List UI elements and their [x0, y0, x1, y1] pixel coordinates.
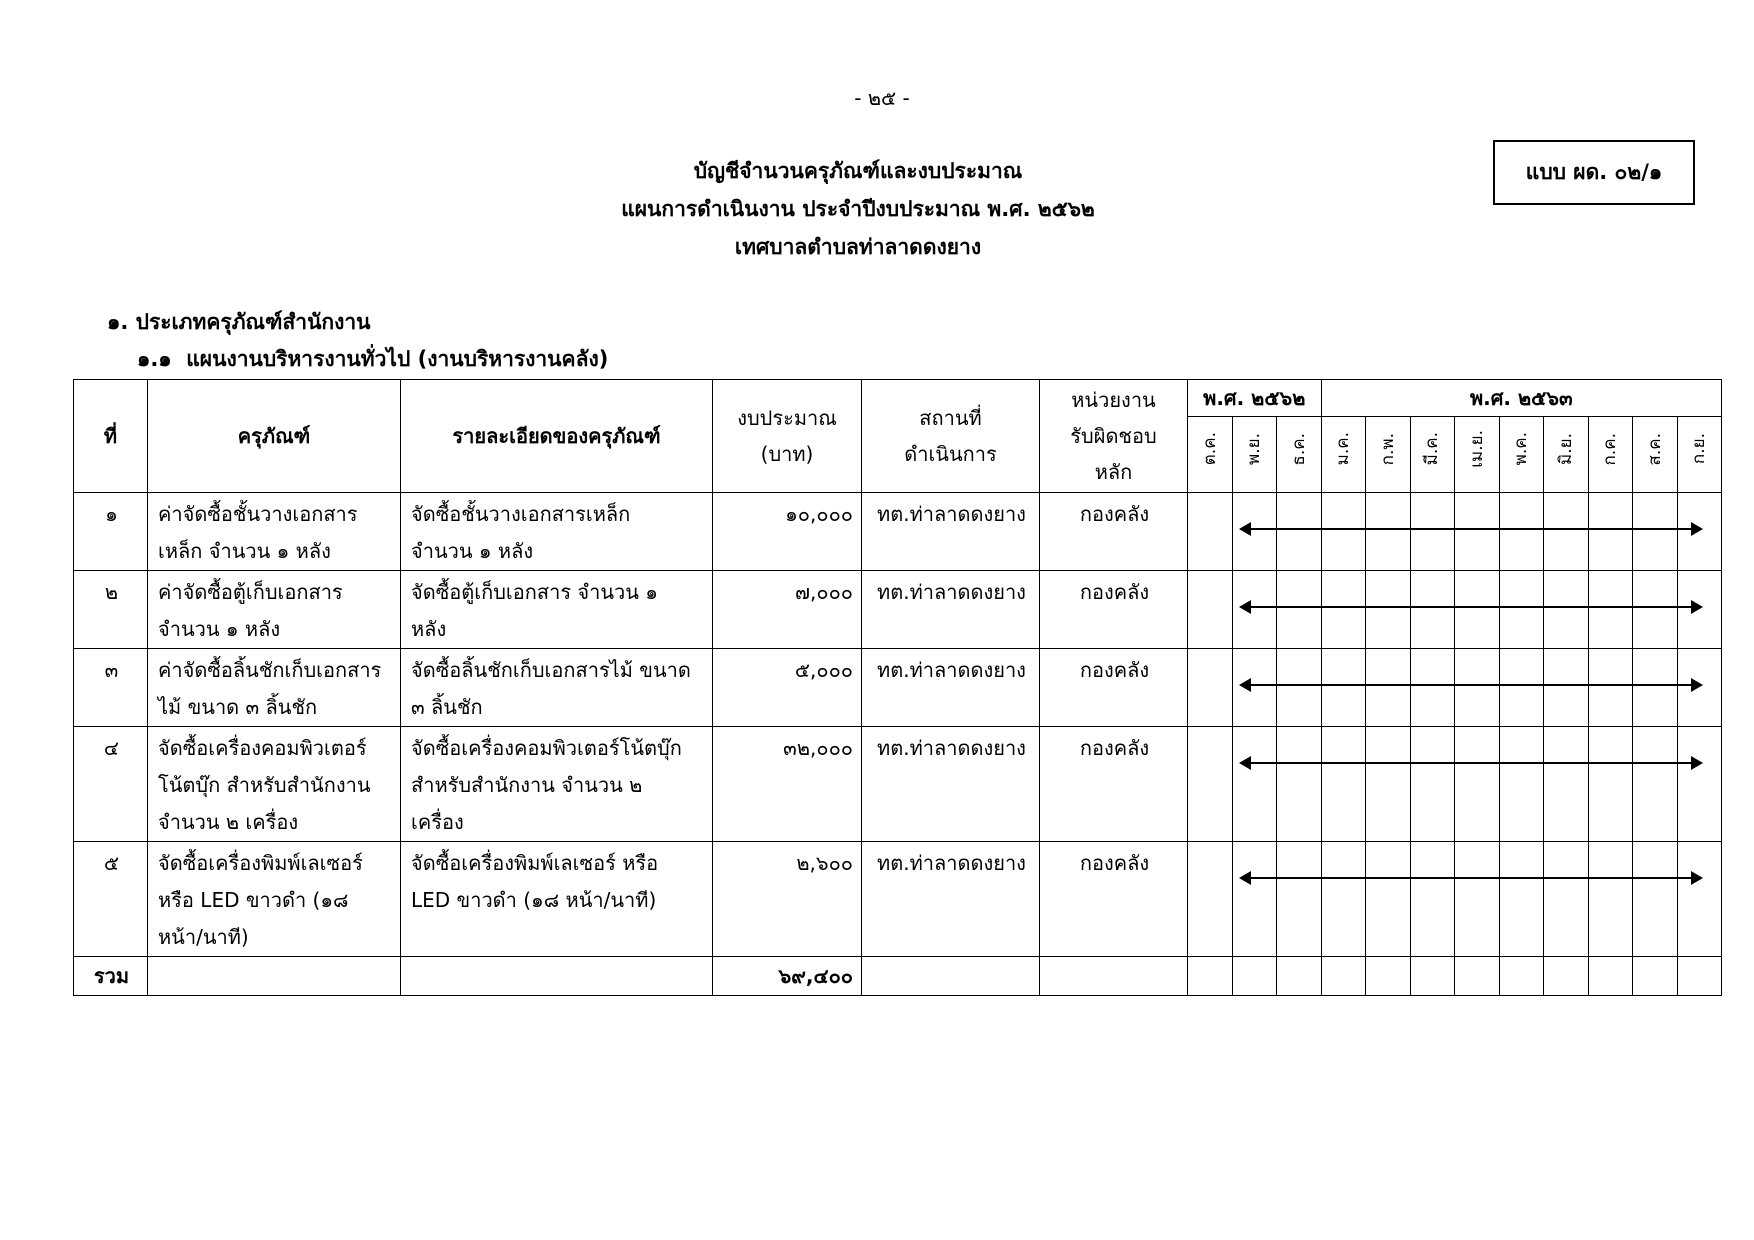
month-cell	[1366, 727, 1411, 842]
month-cell	[1321, 957, 1366, 996]
row-budget: ๒,๖๐๐	[713, 842, 862, 957]
month-cell	[1633, 842, 1678, 957]
total-empty-cell	[401, 957, 713, 996]
month-cell	[1677, 649, 1722, 727]
total-label: รวม	[74, 957, 148, 996]
month-cell	[1499, 493, 1544, 571]
month-header	[1277, 417, 1322, 493]
month-cell	[1410, 571, 1455, 649]
total-row	[74, 957, 1722, 996]
month-cell	[1499, 842, 1544, 957]
header-location: สถานที่ ดำเนินการ	[862, 380, 1040, 493]
month-header	[1455, 417, 1500, 493]
month-header	[1633, 417, 1678, 493]
month-cell	[1677, 957, 1722, 996]
month-cell	[1544, 957, 1589, 996]
month-cell	[1410, 842, 1455, 957]
row-item: จัดซื้อเครื่องคอมพิวเตอร์ โน้ตบุ๊ก สำหรับสำนักงาน จำนวน ๒ เครื่อง	[148, 727, 401, 842]
month-cell	[1410, 649, 1455, 727]
row-item: จัดซื้อเครื่องพิมพ์เลเซอร์ หรือ LED ขาวดำ (๑๘ หน้า/นาที)	[148, 842, 401, 957]
month-cell	[1232, 649, 1277, 727]
table-row	[74, 727, 1722, 842]
month-cell	[1544, 493, 1589, 571]
row-detail: จัดซื้อเครื่องพิมพ์เลเซอร์ หรือ LED ขาวดำ (๑๘ หน้า/นาที)	[401, 842, 713, 957]
month-cell	[1366, 649, 1411, 727]
month-cell	[1321, 571, 1366, 649]
month-label: พ.ย.	[1244, 433, 1265, 465]
month-cell	[1588, 493, 1633, 571]
table-row	[74, 571, 1722, 649]
document-title	[0, 152, 1716, 266]
month-cell	[1677, 493, 1722, 571]
month-label: ก.พ.	[1377, 432, 1398, 466]
month-cell	[1321, 493, 1366, 571]
month-cell	[1633, 571, 1678, 649]
table-row	[74, 649, 1722, 727]
row-budget: ๕,๐๐๐	[713, 649, 862, 727]
month-cell	[1366, 957, 1411, 996]
header-row	[74, 380, 1722, 417]
month-cell	[1366, 571, 1411, 649]
month-cell	[1321, 649, 1366, 727]
row-responsible-unit: กองคลัง	[1040, 493, 1188, 571]
month-cell	[1588, 957, 1633, 996]
month-header	[1321, 417, 1366, 493]
month-cell	[1321, 842, 1366, 957]
month-cell	[1188, 842, 1233, 957]
header-year-group: พ.ศ. ๒๕๖๒	[1188, 380, 1322, 417]
month-cell	[1588, 842, 1633, 957]
page-number: - ๒๕ -	[854, 86, 910, 110]
month-label: ส.ค.	[1644, 432, 1665, 466]
month-cell	[1588, 571, 1633, 649]
month-cell	[1633, 727, 1678, 842]
month-cell	[1633, 649, 1678, 727]
row-budget: ๗,๐๐๐	[713, 571, 862, 649]
month-cell	[1544, 842, 1589, 957]
month-cell	[1544, 571, 1589, 649]
month-label: ม.ค.	[1333, 432, 1354, 466]
month-label: เม.ย.	[1466, 430, 1487, 468]
row-detail: จัดซื้อชั้นวางเอกสารเหล็ก จำนวน ๑ หลัง	[401, 493, 713, 571]
row-number: ๓	[74, 649, 148, 727]
month-cell	[1188, 649, 1233, 727]
month-label: ก.ย.	[1689, 433, 1710, 465]
row-item: ค่าจัดซื้อตู้เก็บเอกสาร จำนวน ๑ หลัง	[148, 571, 401, 649]
total-empty-cell	[148, 957, 401, 996]
month-cell	[1499, 649, 1544, 727]
equipment-plan-table	[73, 379, 1722, 996]
month-cell	[1410, 957, 1455, 996]
section-heading: ๑. ประเภทครุภัณฑ์สำนักงาน	[107, 310, 371, 334]
table-row	[74, 842, 1722, 957]
month-cell	[1544, 727, 1589, 842]
title-line-2: แผนการดำเนินงาน ประจำปีงบประมาณ พ.ศ. ๒๕๖๒	[621, 197, 1095, 221]
month-cell	[1232, 727, 1277, 842]
header-budget: งบประมาณ (บาท)	[713, 380, 862, 493]
month-header	[1188, 417, 1233, 493]
row-responsible-unit: กองคลัง	[1040, 571, 1188, 649]
month-cell	[1188, 571, 1233, 649]
month-header	[1588, 417, 1633, 493]
month-cell	[1588, 649, 1633, 727]
month-cell	[1366, 842, 1411, 957]
row-location: ทต.ท่าลาดดงยาง	[862, 571, 1040, 649]
table-row	[74, 493, 1722, 571]
month-cell	[1410, 727, 1455, 842]
header-detail: รายละเอียดของครุภัณฑ์	[401, 380, 713, 493]
total-budget: ๖๙,๔๐๐	[713, 957, 862, 996]
month-cell	[1455, 571, 1500, 649]
row-item: ค่าจัดซื้อลิ้นชักเก็บเอกสาร ไม้ ขนาด ๓ ลิ้นชัก	[148, 649, 401, 727]
month-cell	[1455, 649, 1500, 727]
row-budget: ๑๐,๐๐๐	[713, 493, 862, 571]
month-cell	[1277, 727, 1322, 842]
month-label: ก.ค.	[1600, 432, 1621, 466]
month-cell	[1232, 842, 1277, 957]
month-cell	[1321, 727, 1366, 842]
header-year-group: พ.ศ. ๒๕๖๓	[1321, 380, 1722, 417]
month-cell	[1499, 727, 1544, 842]
row-number: ๕	[74, 842, 148, 957]
total-empty-cell	[862, 957, 1040, 996]
section-subheading: ๑.๑ แผนงานบริหารงานทั่วไป (งานบริหารงานคลัง)	[137, 347, 609, 371]
month-cell	[1455, 957, 1500, 996]
row-responsible-unit: กองคลัง	[1040, 727, 1188, 842]
month-cell	[1410, 493, 1455, 571]
month-cell	[1499, 571, 1544, 649]
row-detail: จัดซื้อลิ้นชักเก็บเอกสารไม้ ขนาด ๓ ลิ้นชัก	[401, 649, 713, 727]
title-line-3: เทศบาลตำบลท่าลาดดงยาง	[734, 235, 982, 259]
row-number: ๑	[74, 493, 148, 571]
month-cell	[1677, 571, 1722, 649]
month-header	[1232, 417, 1277, 493]
month-label: พ.ค.	[1511, 432, 1532, 466]
month-cell	[1366, 493, 1411, 571]
month-label: มิ.ย.	[1555, 433, 1576, 465]
month-header	[1544, 417, 1589, 493]
header-responsible-unit: หน่วยงาน รับผิดชอบ หลัก	[1040, 380, 1188, 493]
month-cell	[1188, 493, 1233, 571]
month-cell	[1633, 957, 1678, 996]
month-cell	[1277, 957, 1322, 996]
month-header	[1499, 417, 1544, 493]
month-cell	[1188, 957, 1233, 996]
month-cell	[1232, 493, 1277, 571]
month-cell	[1232, 571, 1277, 649]
month-cell	[1677, 842, 1722, 957]
row-detail: จัดซื้อตู้เก็บเอกสาร จำนวน ๑ หลัง	[401, 571, 713, 649]
month-cell	[1277, 493, 1322, 571]
month-cell	[1277, 649, 1322, 727]
month-cell	[1544, 649, 1589, 727]
row-location: ทต.ท่าลาดดงยาง	[862, 493, 1040, 571]
row-budget: ๓๒,๐๐๐	[713, 727, 862, 842]
month-label: มี.ค.	[1422, 432, 1443, 466]
month-cell	[1455, 727, 1500, 842]
month-cell	[1677, 727, 1722, 842]
row-responsible-unit: กองคลัง	[1040, 842, 1188, 957]
row-location: ทต.ท่าลาดดงยาง	[862, 842, 1040, 957]
row-detail: จัดซื้อเครื่องคอมพิวเตอร์โน้ตบุ๊ก สำหรับสำนักงาน จำนวน ๒ เครื่อง	[401, 727, 713, 842]
row-number: ๒	[74, 571, 148, 649]
month-cell	[1188, 727, 1233, 842]
month-label: ธ.ค.	[1288, 432, 1309, 466]
row-item: ค่าจัดซื้อชั้นวางเอกสาร เหล็ก จำนวน ๑ หลัง	[148, 493, 401, 571]
month-header	[1366, 417, 1411, 493]
form-code-box	[1493, 140, 1695, 205]
month-cell	[1455, 493, 1500, 571]
total-empty-cell	[1040, 957, 1188, 996]
month-cell	[1588, 727, 1633, 842]
month-header	[1410, 417, 1455, 493]
month-label: ต.ค.	[1199, 432, 1220, 466]
row-number: ๔	[74, 727, 148, 842]
month-cell	[1232, 957, 1277, 996]
row-location: ทต.ท่าลาดดงยาง	[862, 649, 1040, 727]
title-line-1: บัญชีจำนวนครุภัณฑ์และงบประมาณ	[693, 159, 1023, 183]
month-cell	[1277, 842, 1322, 957]
month-header	[1677, 417, 1722, 493]
header-no: ที่	[74, 380, 148, 493]
row-location: ทต.ท่าลาดดงยาง	[862, 727, 1040, 842]
header-item: ครุภัณฑ์	[148, 380, 401, 493]
month-cell	[1633, 493, 1678, 571]
form-code: แบบ ผด. ๐๒/๑	[1525, 160, 1663, 184]
month-cell	[1455, 842, 1500, 957]
row-responsible-unit: กองคลัง	[1040, 649, 1188, 727]
month-cell	[1277, 571, 1322, 649]
month-cell	[1499, 957, 1544, 996]
